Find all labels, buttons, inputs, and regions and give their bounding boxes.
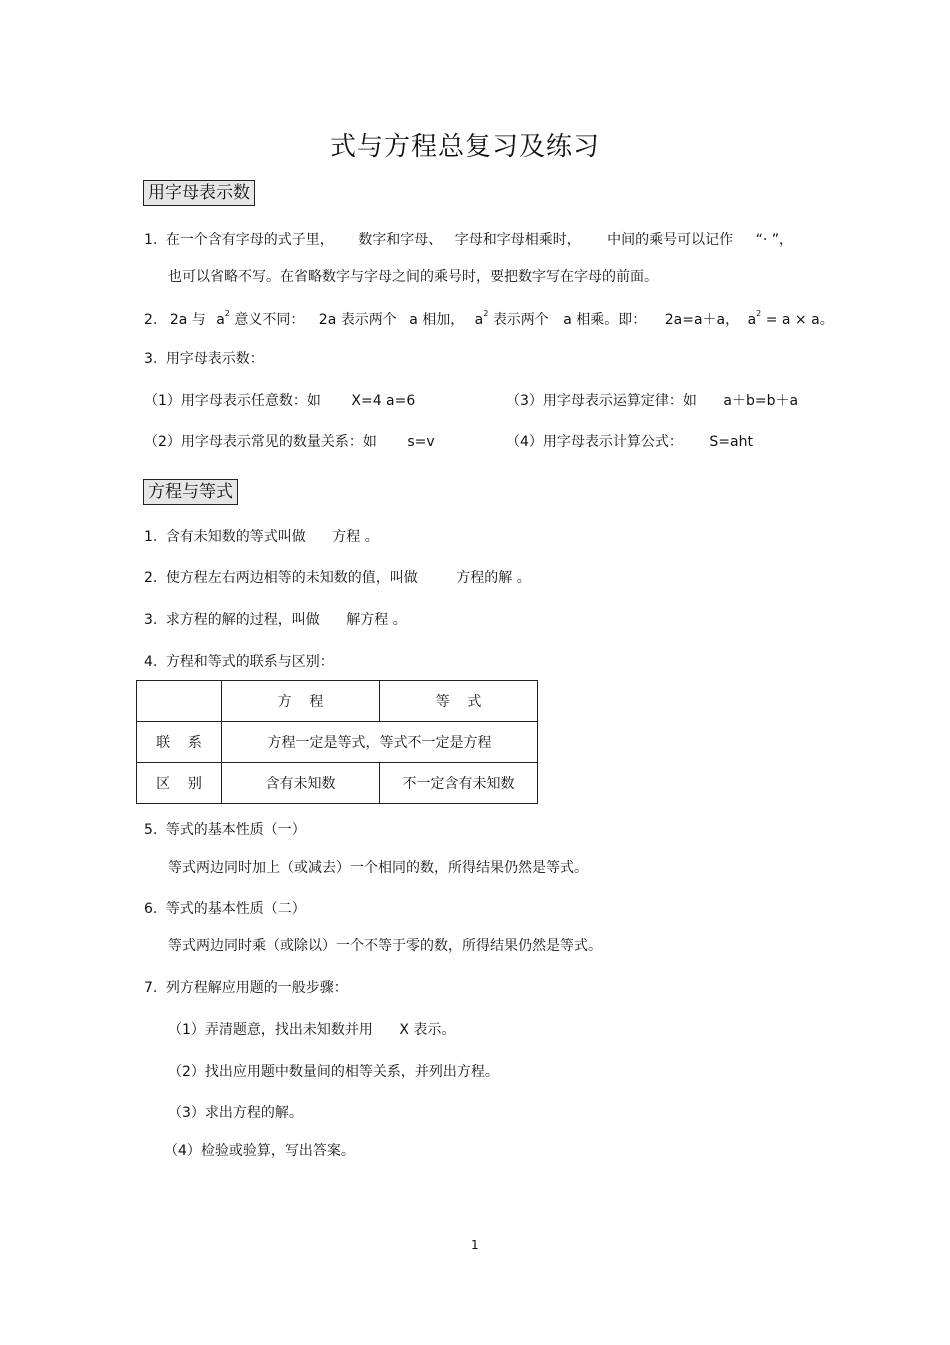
s1-item1-c: 字母和字母相乘时， (454, 232, 581, 248)
s1-item1-num: 1. (144, 232, 158, 248)
s2-item1-b: 方程 。 (332, 529, 379, 545)
s2-item7-text: 列方程解应用题的一般步骤： (165, 980, 348, 996)
s2-item5-text: 等式的基本性质（一） (165, 822, 306, 838)
table-cell-equality-diff: 不一定含有未知数 (380, 763, 538, 804)
s1-sub3-example: a＋b=b＋a (723, 393, 799, 409)
page-title: 式与方程总复习及练习 (330, 132, 601, 162)
s1-sub1-label: （1）用字母表示任意数：如 (144, 393, 321, 409)
s1-item2-num: 2. (144, 312, 158, 328)
s2-item7-step1b: X 表示。 (399, 1022, 456, 1038)
s1-item2-a: 2a 与 (169, 312, 206, 328)
s1-item2-g: 表示两个 (492, 312, 549, 328)
s2-item5 (144, 821, 306, 839)
s1-item2-k: = a × a。 (765, 312, 834, 328)
s1-sub4 (506, 433, 753, 451)
s2-item7-step4: （4）检验或验算，写出答案。 (164, 1143, 355, 1159)
section-heading-letters: 用字母表示数 (143, 180, 255, 206)
s2-item3-a: 求方程的解的过程，叫做 (165, 612, 320, 628)
s1-item2-b: a (216, 312, 225, 328)
s2-item4 (144, 653, 334, 671)
s2-item5-body: 等式两边同时加上（或减去）一个相同的数，所得结果仍然是等式。 (168, 860, 588, 876)
s2-item3-num: 3. (144, 612, 158, 628)
s1-item1-e: “· ”， (755, 232, 794, 248)
s1-item2-c: 意义不同： (234, 312, 305, 328)
s1-item2-i: 2a=a＋a， (664, 312, 740, 328)
s2-item7-step3: （3）求出方程的解。 (168, 1105, 303, 1121)
s2-item1 (144, 528, 379, 546)
s1-item2 (144, 311, 834, 329)
s1-item3-num: 3. (144, 351, 158, 367)
s2-item2-b: 方程的解 。 (456, 570, 531, 586)
s1-sub2 (144, 433, 435, 451)
s1-sub2-example: s=v (407, 434, 435, 450)
s2-item6 (144, 900, 306, 918)
s1-sub3 (506, 392, 798, 410)
s1-item2-sup2: 2 (483, 309, 489, 318)
s1-item3 (144, 350, 264, 368)
table-row-label-difference: 区 别 (137, 763, 222, 804)
s2-item6-num: 6. (144, 901, 158, 917)
s1-sub2-label: （2）用字母表示常见的数量关系：如 (144, 434, 377, 450)
s1-item1-d: 中间的乘号可以记作 (607, 232, 734, 248)
table-header-equation: 方 程 (222, 681, 380, 722)
table-header-equality: 等 式 (380, 681, 538, 722)
s2-item2-a: 使方程左右两边相等的未知数的值，叫做 (165, 570, 418, 586)
s1-item2-j: a (747, 312, 757, 328)
s2-item5-num: 5. (144, 822, 158, 838)
s1-sub4-label: （4）用字母表示计算公式： (506, 434, 683, 450)
table-header-row (137, 681, 538, 722)
s2-item4-text: 方程和等式的联系与区别： (165, 654, 334, 670)
table-row (137, 763, 538, 804)
s1-item2-sup3: 2 (756, 309, 762, 318)
s2-item2-num: 2. (144, 570, 158, 586)
table-cell-relation: 方程一定是等式，等式不一定是方程 (222, 722, 538, 763)
s1-item1-line2: 也可以省略不写。在省略数字与字母之间的乘号时，要把数字写在字母的前面。 (168, 269, 658, 285)
section-heading-equations: 方程与等式 (143, 479, 238, 505)
table-cell-equation-diff: 含有未知数 (222, 763, 380, 804)
s2-item4-num: 4. (144, 654, 158, 670)
s1-item2-sup1: 2 (224, 309, 230, 318)
s1-item2-e: a 相加， (409, 312, 465, 328)
s2-item1-a: 含有未知数的等式叫做 (165, 529, 306, 545)
s1-sub1 (144, 392, 415, 410)
s2-item7 (144, 979, 348, 997)
s2-item7-step2: （2）找出应用题中数量间的相等关系，并列出方程。 (168, 1064, 499, 1080)
s2-item3-b: 解方程 。 (346, 612, 407, 628)
page-number: 1 (471, 1238, 479, 1252)
s1-item2-d: 2a 表示两个 (318, 312, 397, 328)
s2-item7-num: 7. (144, 980, 158, 996)
s1-sub3-label: （3）用字母表示运算定律：如 (506, 393, 697, 409)
s2-item2 (144, 569, 531, 587)
s2-item3 (144, 611, 407, 629)
table-row (137, 722, 538, 763)
s1-item1-b: 数字和字母、 (358, 232, 443, 248)
s1-item2-f: a (474, 312, 484, 328)
comparison-table (136, 680, 538, 804)
s2-item1-num: 1. (144, 529, 158, 545)
s2-item7-step1a: （1）弄清题意，找出未知数并用 (168, 1022, 373, 1038)
table-header-empty (137, 681, 222, 722)
s2-item6-text: 等式的基本性质（二） (165, 901, 306, 917)
s2-item7-step1 (168, 1021, 455, 1039)
s1-item1-a: 在一个含有字母的式子里， (165, 232, 334, 248)
table-row-label-relation: 联 系 (137, 722, 222, 763)
s1-item2-h: a 相乘。即： (563, 312, 647, 328)
s1-sub1-example: X=4 a=6 (351, 393, 416, 409)
s2-item6-body: 等式两边同时乘（或除以）一个不等于零的数，所得结果仍然是等式。 (168, 938, 602, 954)
s1-sub4-example: S=aht (709, 434, 753, 450)
s1-item1-line1 (144, 231, 793, 249)
s1-item3-text: 用字母表示数： (165, 351, 264, 367)
